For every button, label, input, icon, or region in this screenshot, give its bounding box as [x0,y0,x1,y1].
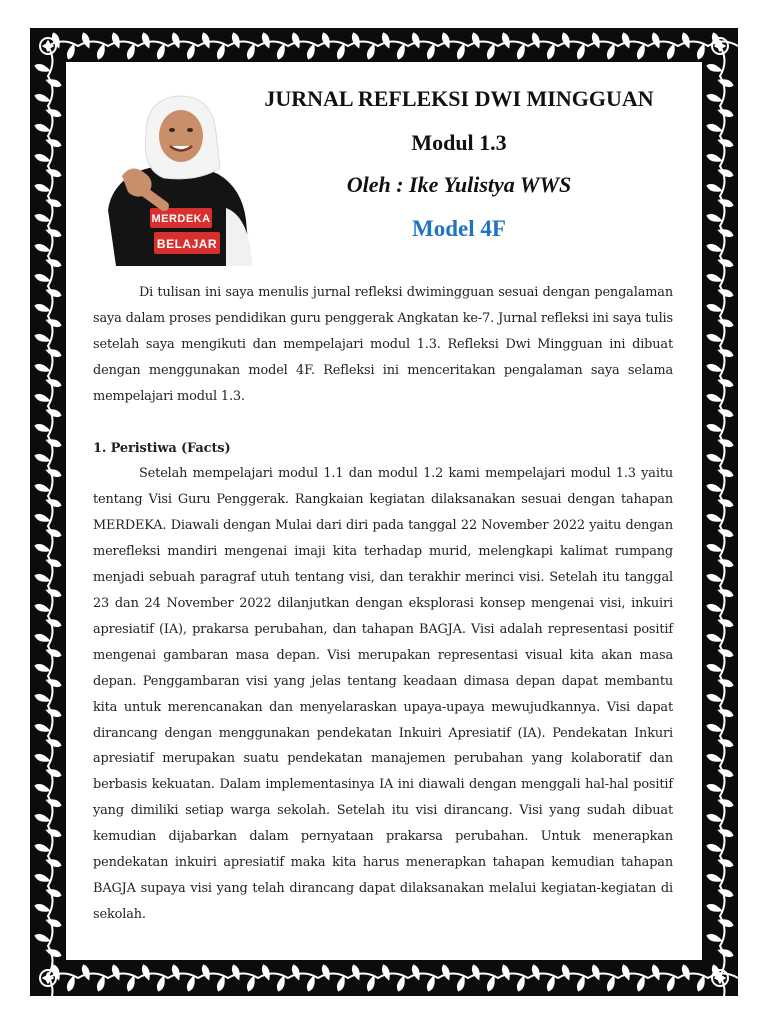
module-title: Modul 1.3 [411,130,507,155]
model-title: Model 4F [412,216,506,241]
author-photo [102,90,254,266]
svg-text:BELAJAR: BELAJAR [156,237,218,251]
journal-title: JURNAL REFLEKSI DWI MINGGUAN [264,86,654,111]
section-paragraph: Setelah mempelajari modul 1.1 dan modul 1.2 kami mempelajari modul 1.3 yaitu tentang Visi Guru Penggerak. Rangkaian kegiatan dilaksanakan sesuai dengan tahapan MERDEKA. Diawali dengan Mulai dari diri pada tanggal 22 November 2022 yaitu dengan merefleksi mandiri mengenai imaji kita terhadap murid, melengkapi kalimat rumpang menjadi sebuah paragraf utuh tentang visi, dan terakhir merinci visi. Setelah itu tanggal 23 dan 24 November 2022 dilanjutkan dengan eksplorasi konsep mengenai visi, inkuiri apresiatif (IA), prakarsa perubahan, dan tahapan BAGJA. Visi adalah representasi positif mengenai gambaran masa depan. Visi merupakan representasi visual kita akan masa depan. Penggambaran visi yang jelas tentang keadaan dimasa depan dapat membantu kita untuk merencanakan dan menyelaraskan upaya-upaya mewujudkannya. Visi dapat dirancang dengan menggunakan pendekatan Inkuiri Apresiatif (IA). Pendekatan Inkuri apresiatif merupakan suatu pendekatan manajemen perubahan yang kolaboratif dan berbasis kekuatan. Dalam implementasinya IA ini diawali dengan menggali hal-hal positif yang dimiliki setiap warga sekolah. Setelah itu visi dirancang. Visi yang sudah dibuat kemudian dijabarkan dalam pernyataan prakarsa perubahan. Untuk menerapkan pendekatan inkuiri apresiatif maka kita harus menerapkan tahapan kemudian tahapan BAGJA supaya visi yang telah dirancang dapat dilaksanakan melalui kegiatan-kegiatan di sekolah. [93,466,673,922]
document-body [93,280,673,928]
intro-paragraph: Di tulisan ini saya menulis jurnal refleksi dwimingguan sesuai dengan pengalaman saya dalam proses pendidikan guru penggerak Angkatan ke-7. Jurnal refleksi ini saya tulis setelah saya mengikuti dan mempelajari modul 1.3. Refleksi Dwi Mingguan ini dibuat dengan menggunakan model 4F. Refleksi ini menceritakan pengalaman saya selama mempelajari modul 1.3. [93,285,673,404]
svg-text:MERDEKA: MERDEKA [151,213,211,225]
section-heading: 1. Peristiwa (Facts) [93,440,231,456]
document-page [66,62,702,960]
author-line: Oleh : Ike Yulistya WWS [346,172,572,197]
